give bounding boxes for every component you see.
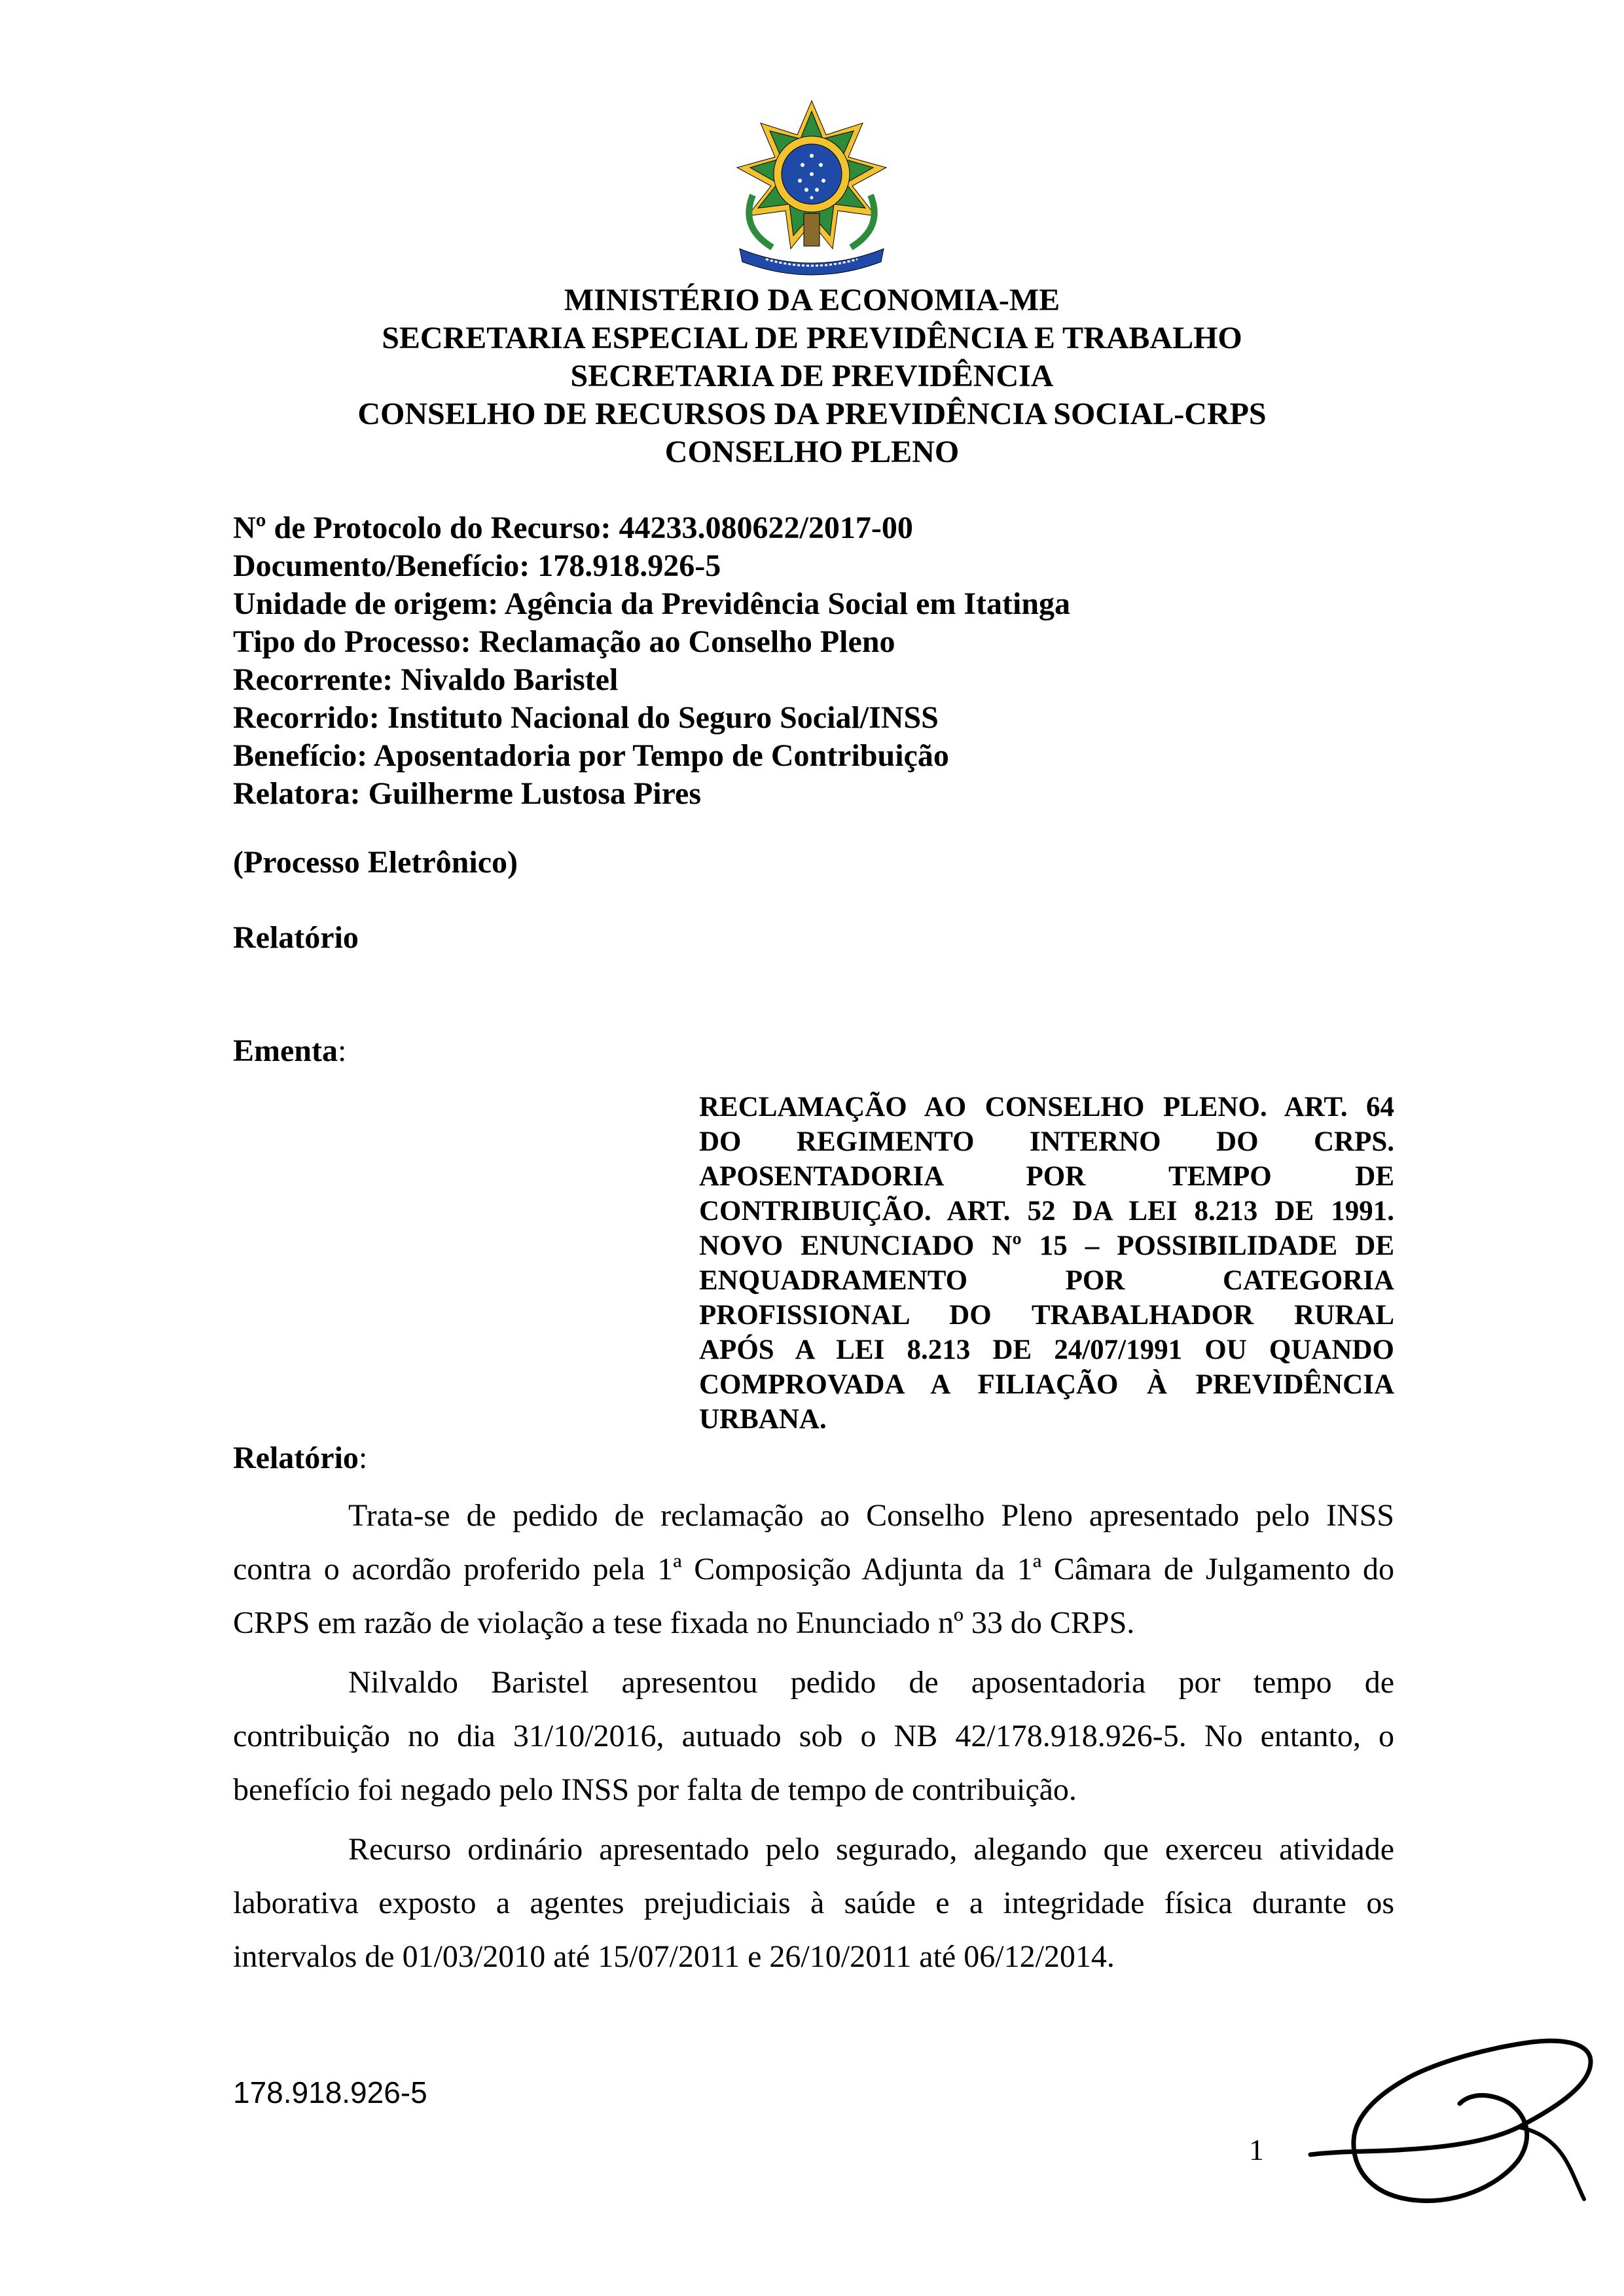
paragraph-line: Trata-se de pedido de reclamação ao Conselho Pleno apresentado pelo INSS — [348, 1498, 1394, 1533]
paragraph-1 — [233, 1489, 1394, 1650]
ementa-line: PROFISSIONAL DO TRABALHADOR RURAL — [699, 1300, 1394, 1331]
paragraph-line: Recurso ordinário apresentado pelo segurado, alegando que exerceu atividade — [348, 1832, 1394, 1867]
paragraph-line: intervalos de 01/03/2010 até 15/07/2011 e 26/10/2011 até 06/12/2014. — [233, 1939, 1115, 1974]
header-conselho-pleno: CONSELHO PLENO — [664, 435, 960, 469]
paragraph-3 — [233, 1823, 1394, 1984]
processo-eletronico: (Processo Eletrônico) — [233, 845, 518, 880]
paragraph-line: benefício foi negado pelo INSS por falta de tempo de contribuição. — [233, 1772, 1077, 1807]
meta-documento: Documento/Benefício: 178.918.926-5 — [233, 548, 721, 583]
paragraph-2 — [233, 1656, 1394, 1817]
ementa-label: Ementa — [233, 1033, 338, 1068]
meta-recorrido: Recorrido: Instituto Nacional do Seguro Social/INSS — [233, 700, 939, 735]
header-conselho-recursos: CONSELHO DE RECURSOS DA PREVIDÊNCIA SOCIAL-CRPS — [357, 397, 1267, 431]
relatorio-heading: Relatório — [233, 920, 359, 955]
handwritten-signature — [1303, 2036, 1610, 2232]
paragraph-line: laborativa exposto a agentes prejudiciais à saúde e a integridade física durante os — [233, 1886, 1394, 1920]
document-header — [0, 281, 1624, 471]
relatorio-subheading — [233, 1440, 367, 1476]
ementa-line: COMPROVADA A FILIAÇÃO À PREVIDÊNCIA — [699, 1369, 1394, 1400]
ementa-colon: : — [337, 1033, 347, 1068]
coat-of-arms-emblem — [727, 97, 897, 279]
paragraph-line: contribuição no dia 31/10/2016, autuado sob o NB 42/178.918.926-5. No entanto, o — [233, 1719, 1394, 1753]
relatorio-colon: : — [358, 1441, 368, 1475]
paragraph-line: contra o acordão proferido pela 1ª Composição Adjunta da 1ª Câmara de Julgamento do — [233, 1552, 1394, 1587]
ementa-line: APOSENTADORIA POR TEMPO DE — [699, 1161, 1394, 1192]
case-metadata — [233, 509, 1070, 813]
meta-recorrente: Recorrente: Nivaldo Baristel — [233, 662, 619, 697]
meta-relatora: Relatora: Guilherme Lustosa Pires — [233, 776, 702, 811]
ementa-heading — [233, 1033, 346, 1069]
footer-document-id: 178.918.926-5 — [233, 2075, 427, 2109]
meta-beneficio: Benefício: Aposentadoria por Tempo de Contribuição — [233, 738, 949, 773]
meta-tipo: Tipo do Processo: Reclamação ao Conselho Pleno — [233, 624, 895, 659]
header-secretaria: SECRETARIA DE PREVIDÊNCIA — [570, 359, 1054, 393]
header-secretaria-especial: SECRETARIA ESPECIAL DE PREVIDÊNCIA E TRABALHO — [382, 321, 1242, 355]
ementa-line: ENQUADRAMENTO POR CATEGORIA — [699, 1265, 1394, 1296]
ementa-line: APÓS A LEI 8.213 DE 24/07/1991 OU QUANDO — [699, 1335, 1394, 1365]
meta-unidade: Unidade de origem: Agência da Previdência Social em Itatinga — [233, 586, 1071, 621]
paragraph-line: Nilvaldo Baristel apresentou pedido de aposentadoria por tempo de — [348, 1665, 1394, 1700]
ementa-line: URBANA. — [699, 1404, 827, 1435]
ementa-line: DO REGIMENTO INTERNO DO CRPS. — [699, 1126, 1394, 1157]
ementa-text — [699, 1090, 1394, 1437]
relatorio-label: Relatório — [233, 1441, 359, 1475]
ementa-line: CONTRIBUIÇÃO. ART. 52 DA LEI 8.213 DE 1991. — [699, 1196, 1394, 1227]
paragraph-line: CRPS em razão de violação a tese fixada no Enunciado nº 33 do CRPS. — [233, 1605, 1135, 1640]
ementa-line: RECLAMAÇÃO AO CONSELHO PLENO. ART. 64 — [699, 1092, 1394, 1122]
page-number: 1 — [1249, 2133, 1264, 2166]
header-ministry: MINISTÉRIO DA ECONOMIA-ME — [564, 283, 1060, 317]
meta-protocolo: Nº de Protocolo do Recurso: 44233.080622/2017-00 — [233, 511, 913, 545]
ementa-line: NOVO ENUNCIADO Nº 15 – POSSIBILIDADE DE — [699, 1230, 1394, 1261]
